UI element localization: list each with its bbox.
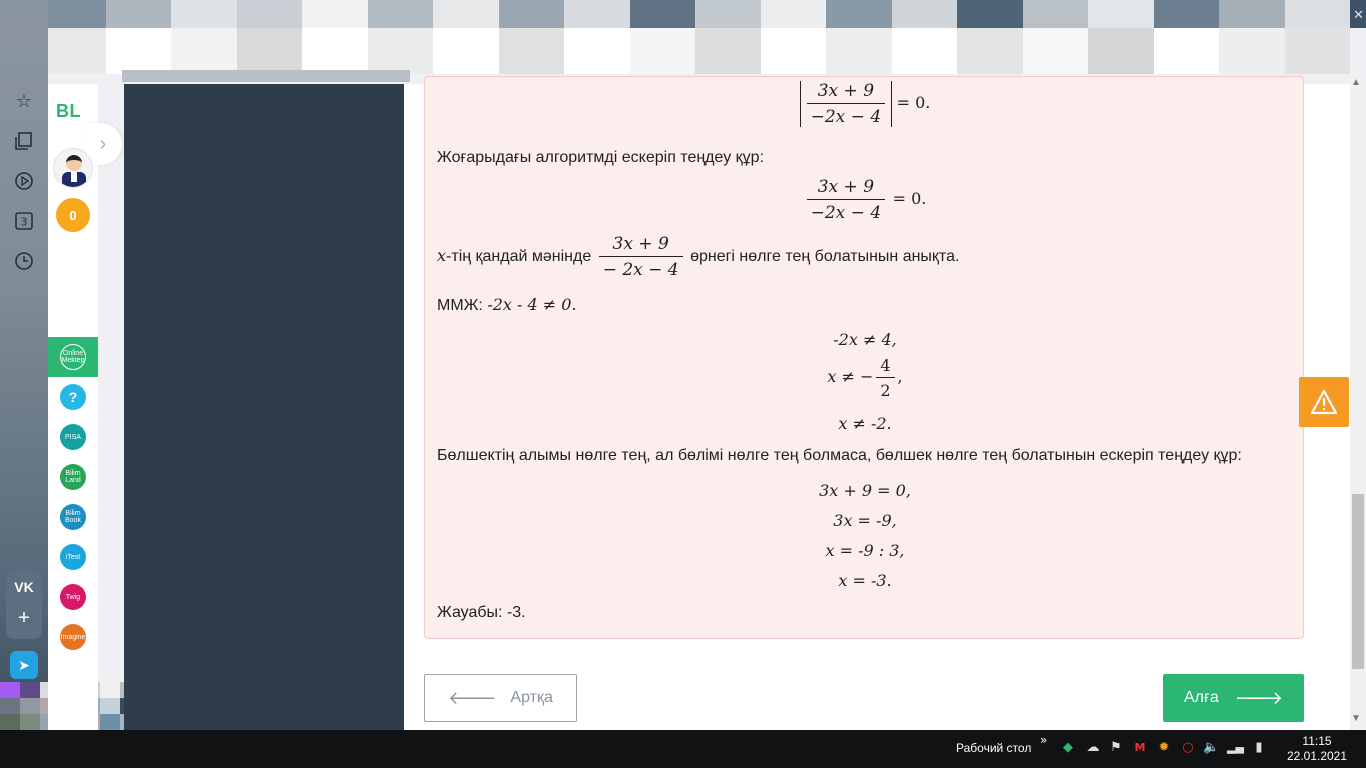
- sidebar-app-pisa[interactable]: PISA: [60, 424, 86, 450]
- player-icon[interactable]: [12, 169, 36, 193]
- tray-fox-icon[interactable]: ✹: [1158, 740, 1170, 755]
- tray-flag-icon[interactable]: ⚑: [1110, 740, 1122, 755]
- tray-cloud-icon[interactable]: ☁: [1086, 740, 1100, 755]
- vk-icon[interactable]: VK: [14, 579, 34, 595]
- sidebar-app-itest[interactable]: iTest: [60, 544, 86, 570]
- sidebar-app-help[interactable]: ?: [60, 384, 86, 410]
- tabs-counter-icon[interactable]: [12, 209, 36, 233]
- windows-taskbar: [0, 730, 1366, 768]
- send-icon[interactable]: ➤: [10, 651, 38, 679]
- star-icon[interactable]: ☆: [15, 90, 33, 112]
- scroll-up-icon[interactable]: ▲: [1351, 77, 1361, 88]
- svg-text:3: 3: [20, 215, 28, 229]
- opera-social-panel: [6, 571, 42, 639]
- scrollbar-thumb[interactable]: [1352, 494, 1364, 669]
- tray-network-guard-icon[interactable]: ◆: [1063, 740, 1073, 755]
- add-panel-icon[interactable]: +: [18, 607, 30, 629]
- tray-opera-icon[interactable]: ○: [1182, 740, 1194, 755]
- instruction-text-2: x-тің қандай мәнінде $\frac{3x + 9}{- 2x - 4}$ өрнегі нөлге тең болатынын анықта.: [437, 234, 960, 280]
- instruction-text-3: Бөлшектің алымы нөлге тең, ал бөлімі нөлге тең болмаса, бөлшек нөлге тең болатынын ескеріп теңдеу құр:: [437, 447, 1242, 464]
- lesson-card: [404, 81, 1324, 730]
- arrow-right-icon: 🡒: [1234, 687, 1284, 709]
- sidebar-app-bilim-book[interactable]: Bilim Book: [60, 504, 86, 530]
- domain-condition: ММЖ: -2x - 4 ≠ 0.: [437, 295, 577, 314]
- warning-icon: [1310, 389, 1338, 415]
- arrow-left-icon: 🡐: [448, 687, 497, 709]
- content-background: [124, 84, 404, 730]
- window-close-icon[interactable]: ✕: [1353, 8, 1364, 23]
- news-icon[interactable]: [12, 129, 36, 153]
- back-button[interactable]: [424, 674, 577, 722]
- root-step-3: x = -9 : 3,: [825, 541, 905, 560]
- coins-badge[interactable]: 0: [56, 198, 90, 232]
- clock-time: 11:15: [1302, 734, 1332, 748]
- next-button[interactable]: [1163, 674, 1304, 722]
- root-step-2: 3x = -9,: [833, 511, 897, 530]
- report-problem-button[interactable]: [1299, 377, 1349, 427]
- taskbar-clock[interactable]: [1282, 734, 1352, 764]
- back-button-label: Артқа: [510, 689, 553, 706]
- root-step-1: 3x + 9 = 0,: [819, 481, 911, 500]
- browser-address-bar[interactable]: [40, 28, 1350, 74]
- history-icon[interactable]: [12, 249, 36, 273]
- desktop-toolbar-label[interactable]: Рабочий стол: [956, 741, 1032, 755]
- sidebar-app-bilim-land[interactable]: Bilim Land: [60, 464, 86, 490]
- clock-date: 22.01.2021: [1286, 749, 1348, 763]
- bilimland-logo[interactable]: BL: [56, 101, 81, 121]
- toolbar-chevron-icon[interactable]: »: [1040, 733, 1048, 747]
- scroll-down-icon[interactable]: ▼: [1351, 713, 1361, 724]
- step-3: x ≠ -2.: [838, 414, 892, 433]
- instruction-text-1: Жоғарыдағы алгоритмді ескеріп теңдеу құр:: [437, 149, 765, 166]
- equation-2: $\frac{3x + 9}{-2x - 4}$ = 0.: [425, 177, 1305, 223]
- tray-volume-icon[interactable]: 🔈: [1203, 740, 1220, 755]
- step-2: x ≠ − $\frac{4}{2}$ ,: [827, 356, 903, 400]
- chevron-right-icon: ›: [99, 132, 107, 155]
- step-1: -2x ≠ 4,: [833, 330, 897, 349]
- root-step-4: x = -3.: [838, 571, 892, 590]
- sidebar-app-imagine[interactable]: Imagine: [60, 624, 86, 650]
- tray-signal-icon[interactable]: ▂▄: [1227, 741, 1244, 754]
- next-button-label: Алға: [1183, 689, 1219, 706]
- tray-antivirus-icon[interactable]: M: [1134, 741, 1146, 754]
- avatar[interactable]: [53, 148, 93, 188]
- solution-panel: [424, 76, 1304, 639]
- equation-abs: $\frac{3x + 9}{-2x - 4}$ = 0.: [425, 81, 1305, 127]
- browser-bookmarks-strip: [122, 70, 410, 82]
- sidebar-app-online-mektep[interactable]: Online Mektep: [60, 344, 86, 370]
- tray-battery-icon[interactable]: ▮: [1255, 740, 1263, 755]
- browser-tab-bar[interactable]: [40, 0, 1350, 28]
- answer-text: Жауабы: -3.: [437, 604, 526, 621]
- sidebar-app-twig[interactable]: Twig: [60, 584, 86, 610]
